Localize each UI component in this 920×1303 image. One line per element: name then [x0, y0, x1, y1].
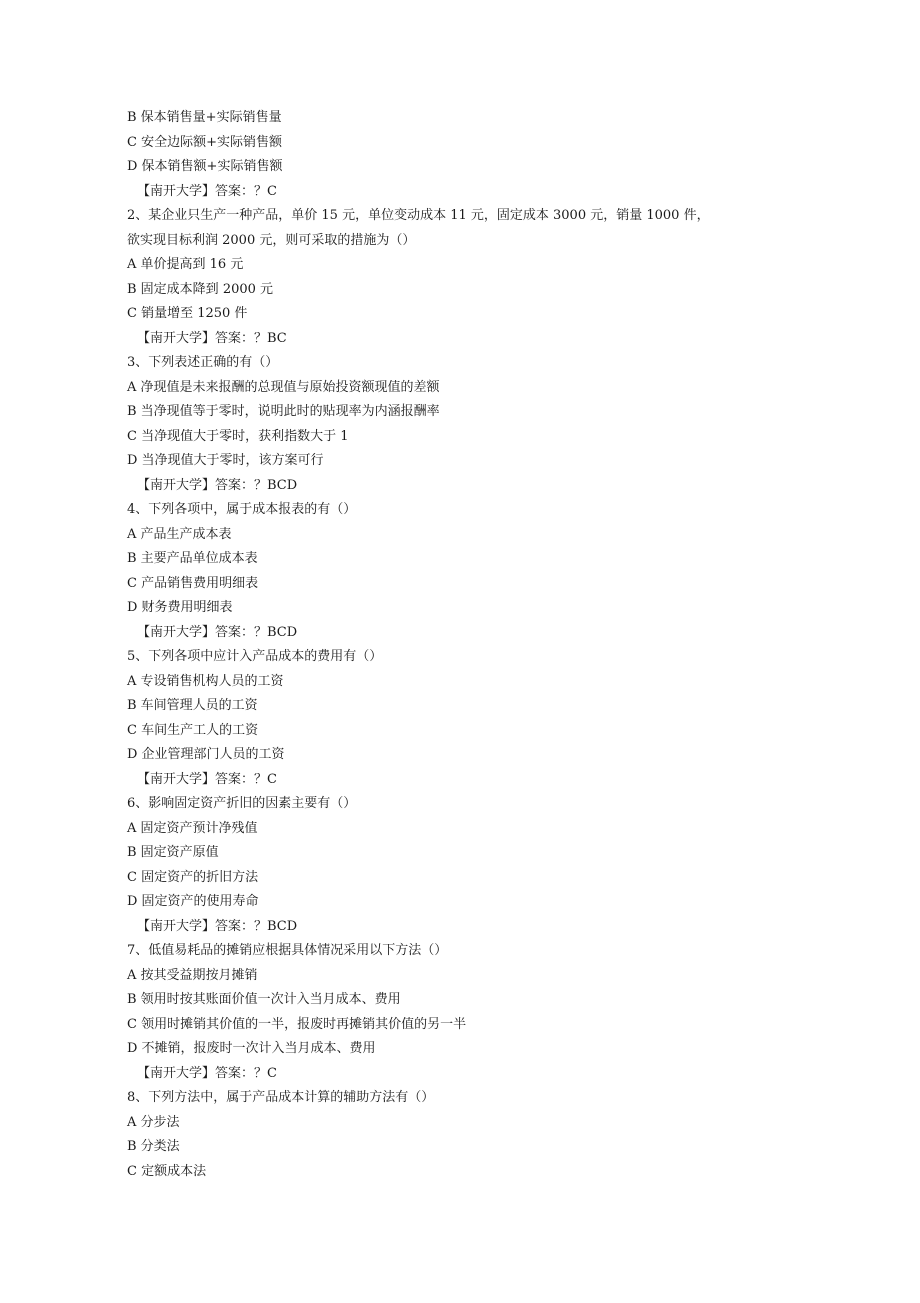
question-line: 4、下列各项中，属于成本报表的有（） [127, 502, 357, 517]
question-line: 6、影响固定资产折旧的因素主要有（） [127, 796, 357, 811]
option-line: D 企业管理部门人员的工资 [127, 747, 285, 762]
answer-line: 【南开大学】答案：？BC [137, 330, 287, 346]
option-line: D 不摊销，报废时一次计入当月成本、费用 [127, 1041, 376, 1056]
answer-line: 【南开大学】答案：？BCD [137, 624, 298, 640]
option-line: A 产品生产成本表 [127, 526, 232, 542]
option-line: C 领用时摊销其价值的一半，报废时再摊销其价值的另一半 [127, 1016, 467, 1032]
option-line: C 销量增至 1250 件 [127, 306, 248, 321]
option-line: B 领用时按其账面价值一次计入当月成本、费用 [127, 992, 401, 1007]
answer-line: 【南开大学】答案：？C [137, 771, 277, 787]
option-line: C 固定资产的折旧方法 [127, 869, 259, 885]
option-line: C 定额成本法 [127, 1163, 207, 1179]
option-line: B 车间管理人员的工资 [127, 698, 258, 713]
question-line: 8、下列方法中，属于产品成本计算的辅助方法有（） [127, 1090, 435, 1105]
option-line: C 当净现值大于零时，获利指数大于 1 [127, 428, 349, 444]
option-line: C 车间生产工人的工资 [127, 722, 259, 738]
option-line: D 保本销售额+实际销售额 [127, 159, 283, 174]
question-line: 5、下列各项中应计入产品成本的费用有（） [127, 649, 383, 664]
option-line: C 产品销售费用明细表 [127, 575, 259, 591]
option-line: B 当净现值等于零时，说明此时的贴现率为内涵报酬率 [127, 404, 440, 419]
answer-line: 【南开大学】答案：？C [137, 183, 277, 199]
question-list [127, 106, 727, 1184]
answer-line: 【南开大学】答案：？C [137, 1065, 277, 1081]
option-line: A 固定资产预计净残值 [127, 820, 258, 836]
question-line: 7、低值易耗品的摊销应根据具体情况采用以下方法（） [127, 943, 448, 958]
option-line: B 主要产品单位成本表 [127, 551, 258, 566]
answer-line: 【南开大学】答案：？BCD [137, 918, 298, 934]
option-line: A 净现值是未来报酬的总现值与原始投资额现值的差额 [127, 379, 440, 395]
option-line: A 按其受益期按月摊销 [127, 967, 258, 983]
question-line: 2、某企业只生产一种产品，单价 15 元，单位变动成本 11 元，固定成本 3000 元，销量 1000 件，欲实现目标利润 2000 元，则可采取的措施为（） [127, 208, 710, 248]
option-line: B 固定成本降到 2000 元 [127, 281, 274, 297]
question-line: 3、下列表述正确的有（） [127, 355, 279, 370]
option-line: D 财务费用明细表 [127, 600, 233, 615]
option-line: A 分步法 [127, 1114, 180, 1130]
option-line: B 分类法 [127, 1139, 180, 1154]
option-line: D 固定资产的使用寿命 [127, 894, 259, 909]
option-line: D 当净现值大于零时，该方案可行 [127, 453, 324, 468]
answer-line: 【南开大学】答案：？BCD [137, 477, 298, 493]
option-line: B 固定资产原值 [127, 845, 219, 860]
option-line: A 单价提高到 16 元 [127, 257, 244, 272]
option-line: C 安全边际额+实际销售额 [127, 134, 282, 150]
option-line: B 保本销售量+实际销售量 [127, 110, 282, 125]
option-line: A 专设销售机构人员的工资 [127, 673, 284, 689]
